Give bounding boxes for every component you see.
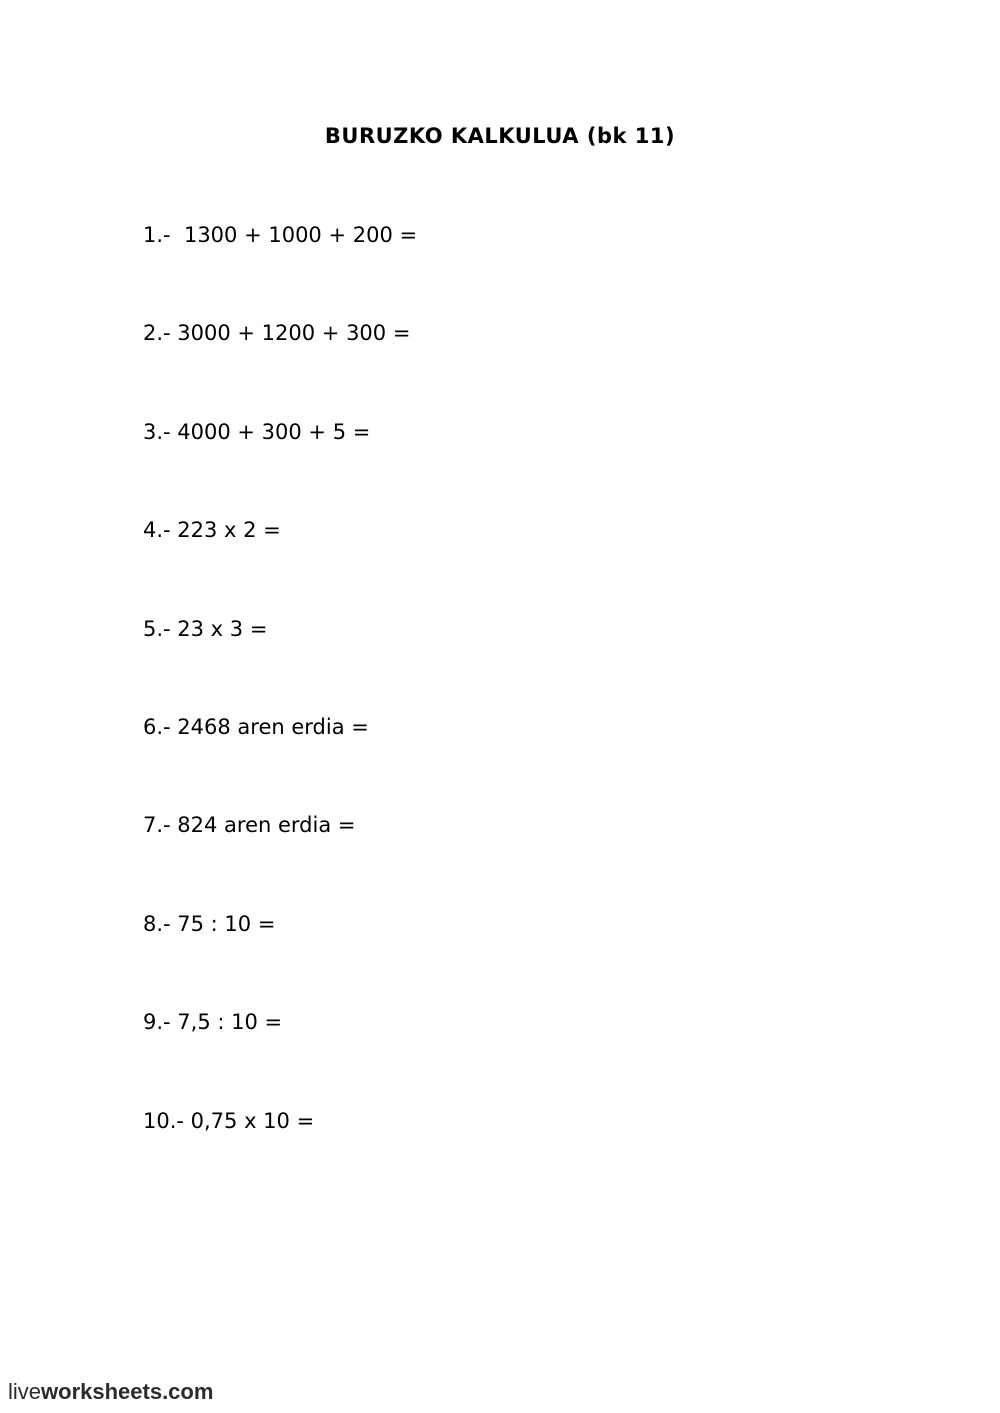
exercise-item: 6.- 2468 aren erdia =: [143, 714, 369, 739]
liveworksheets-watermark: [8, 1378, 213, 1406]
exercise-item: 10.- 0,75 x 10 =: [143, 1108, 315, 1133]
watermark-light-text: live: [8, 1379, 42, 1404]
exercise-item: 4.- 223 x 2 =: [143, 518, 281, 543]
exercise-list: [143, 220, 843, 1204]
worksheet-title: BURUZKO KALKULUA (bk 11): [324, 124, 676, 148]
watermark-bold-text: worksheets.com: [41, 1379, 214, 1404]
exercise-item: 7.- 824 aren erdia =: [143, 813, 356, 838]
exercise-item: 9.- 7,5 : 10 =: [143, 1010, 283, 1035]
exercise-item: 3.- 4000 + 300 + 5 =: [143, 419, 371, 444]
exercise-item: 1.- 1300 + 1000 + 200 =: [143, 223, 418, 247]
exercise-item: 8.- 75 : 10 =: [143, 911, 276, 936]
exercise-item: 2.- 3000 + 1200 + 300 =: [143, 321, 411, 346]
exercise-item: 5.- 23 x 3 =: [143, 616, 268, 641]
